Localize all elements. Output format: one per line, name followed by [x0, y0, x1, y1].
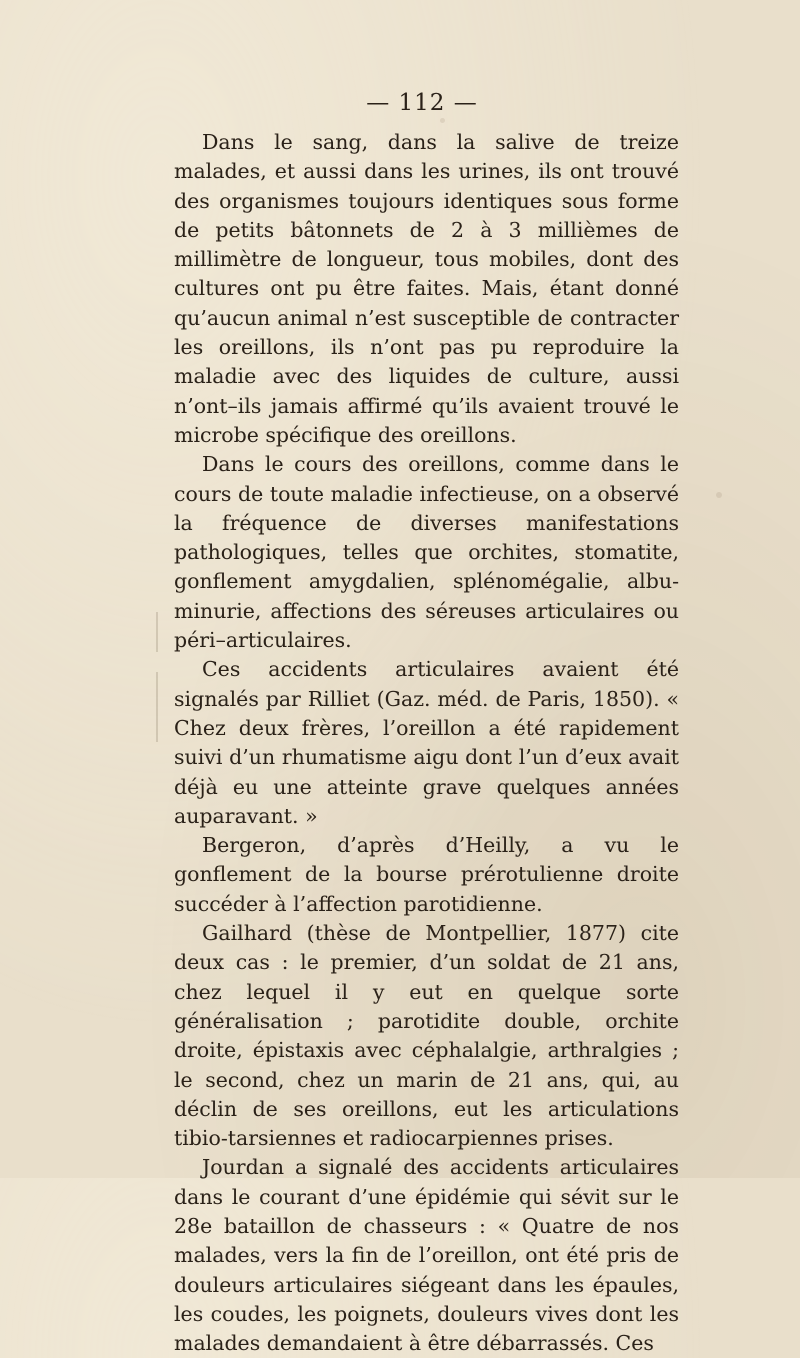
paragraph: Jourdan a signalé des accidents articulaires dans le courant d’une épidémie qui sévit sur le 28e bataillon de chasseurs : « Quatre de nos malades, vers la fin de l’oreillon, ont été pris de douleurs articulaires siégeant dans les épaules, les coudes, les poignets, douleurs vives dont les malades demandaient à être débarrassés. Ces	[174, 1155, 679, 1356]
paragraph: Dans le cours des oreillons, comme dans le cours de toute maladie infectieuse, on a observé la fréquence de diverses manifestations pathologiques, telles que orchites, stomatite, gonflement amygdalien, splénomégalie, albuminurie, affections des séreuses articulaires ou péri–articulaires.	[174, 452, 679, 653]
paragraph: Dans le sang, dans la salive de treize malades, et aussi dans les urines, ils ont trouvé des organismes toujours identiques sous forme de petits bâtonnets de 2 à 3 millièmes de millimètre de longueur, tous mobiles, dont des cultures ont pu être faites. Mais, étant donné qu’aucun animal n’est susceptible de contracter les oreillons, ils n’ont pas pu reproduire la maladie avec des liquides de culture, aussi n’ont–ils jamais affirmé qu’ils avaient trouvé le microbe spécifique des oreillons.	[174, 130, 679, 447]
paragraph: Bergeron, d’après d’Heilly, a vu le gonflement de la bourse prérotulienne droite succéder à l’affection parotidienne.	[174, 833, 679, 916]
paragraph: Ces accidents articulaires avaient été signalés par Rilliet (Gaz. méd. de Paris, 1850). « Chez deux frères, l’oreillon a été rapidement suivi d’un rhumatisme aigu dont l’un d’eux avait déjà eu une atteinte grave quelques années auparavant. »	[174, 657, 679, 828]
paper-stain	[716, 492, 722, 498]
body-text	[174, 128, 679, 1358]
margin-pencil-mark	[156, 672, 158, 742]
page-number: — 112 —	[366, 90, 478, 116]
paper-stain	[440, 118, 445, 123]
paragraph: Gailhard (thèse de Montpellier, 1877) cite deux cas : le premier, d’un soldat de 21 ans, chez lequel il y eut en quelque sorte généralisation ; parotidite double, orchite droite, épistaxis avec céphalalgie, arthralgies ; le second, chez un marin de 21 ans, qui, au déclin de ses oreillons, eut les articulations tibio-tarsiennes et radiocarpiennes prises.	[174, 921, 679, 1151]
margin-pencil-mark	[156, 612, 158, 652]
